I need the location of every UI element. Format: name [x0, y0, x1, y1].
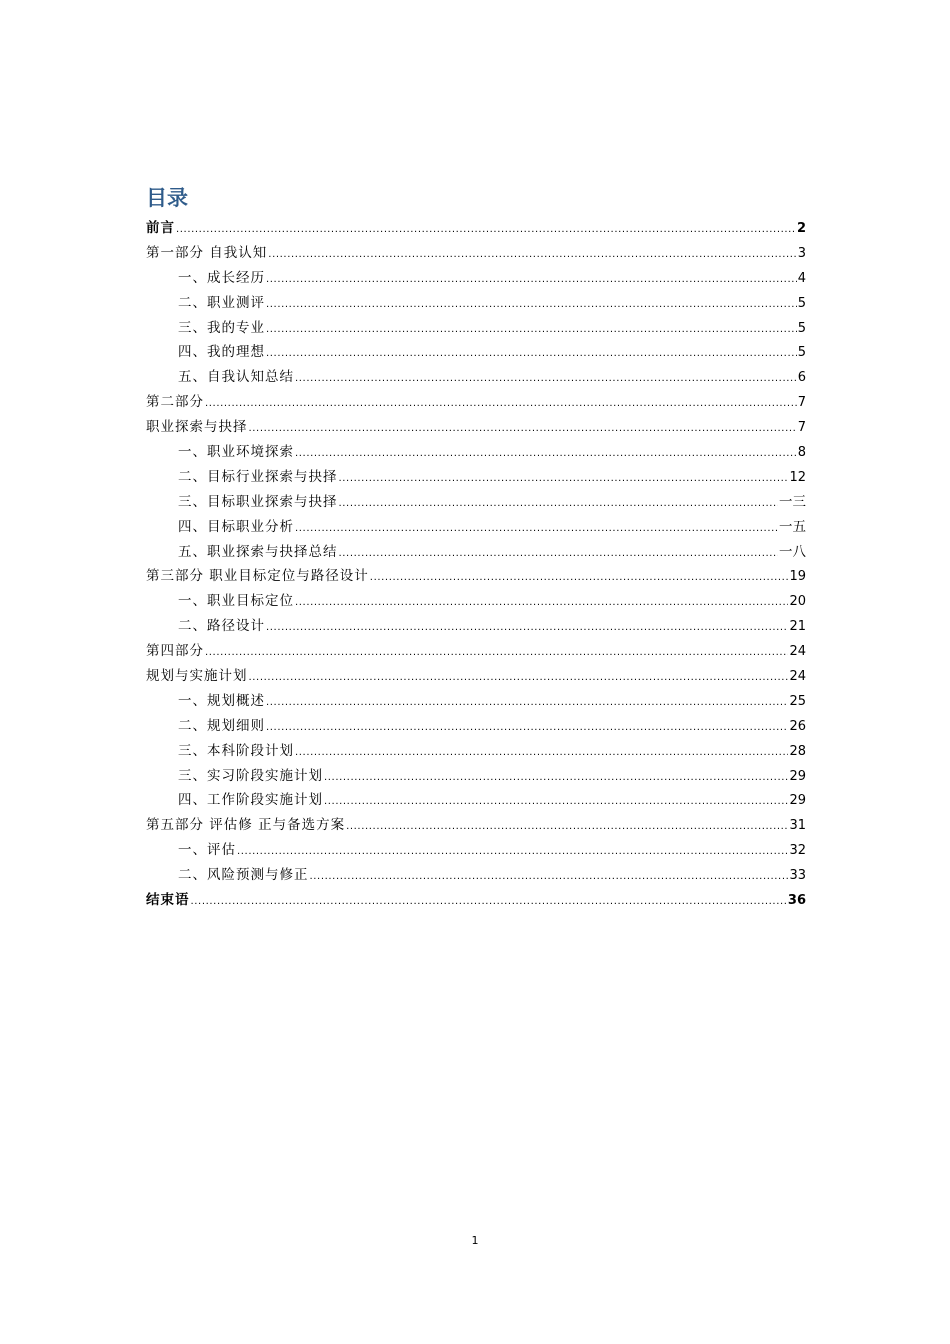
- toc-entry[interactable]: [146, 764, 806, 789]
- toc-entry-title: 四、工作阶段实施计划: [178, 792, 323, 809]
- toc-entry-page-number: 32: [789, 843, 806, 859]
- toc-entry-title: 一、规划概述: [178, 692, 265, 709]
- toc-entry-title: 第一部分 自我认知: [146, 244, 268, 261]
- toc-entry-page-number: 29: [789, 768, 806, 784]
- toc-title: 目录: [146, 186, 188, 210]
- toc-entry-page-number: 一三: [779, 493, 806, 510]
- toc-entry-page-number: 7: [797, 395, 806, 411]
- toc-entry-page-number: 26: [789, 718, 806, 734]
- toc-dot-leader: [268, 243, 796, 268]
- toc-entry-title: 四、目标职业分析: [178, 518, 294, 535]
- toc-entry[interactable]: [146, 888, 806, 913]
- toc-entry-page-number: 25: [789, 693, 806, 709]
- toc-entry-page-number: 5: [797, 320, 806, 336]
- toc-entry-page-number: 19: [789, 569, 806, 585]
- toc-entry-title: 二、规划细则: [178, 717, 265, 734]
- toc-entry-title: 三、本科阶段计划: [178, 742, 294, 759]
- toc-dot-leader: [266, 691, 788, 716]
- toc-entry[interactable]: [146, 316, 806, 341]
- page-number: 1: [471, 1234, 479, 1247]
- toc-entry-page-number: 3: [797, 245, 806, 261]
- toc-entry-page-number: 8: [797, 445, 806, 461]
- toc-entry[interactable]: [146, 515, 806, 540]
- toc-dot-leader: [346, 815, 788, 840]
- toc-entry-page-number: 28: [789, 743, 806, 759]
- toc-entry[interactable]: [146, 639, 806, 664]
- toc-entry-page-number: 24: [789, 644, 806, 660]
- toc-dot-leader: [266, 293, 797, 318]
- toc-entry[interactable]: [146, 540, 806, 565]
- toc-dot-leader: [339, 542, 779, 567]
- toc-dot-leader: [266, 318, 797, 343]
- toc-entry-page-number: 31: [789, 818, 806, 834]
- toc-dot-leader: [324, 790, 788, 815]
- toc-dot-leader: [295, 591, 788, 616]
- toc-entry-page-number: 2: [796, 221, 806, 236]
- toc-dot-leader: [266, 342, 797, 367]
- toc-entry[interactable]: [146, 838, 806, 863]
- toc-dot-leader: [237, 840, 788, 865]
- toc-dot-leader: [295, 517, 778, 542]
- toc-entry-title: 二、目标行业探索与抉择: [178, 468, 338, 485]
- toc-entry-title: 二、路径设计: [178, 618, 265, 635]
- toc-entry-page-number: 29: [789, 793, 806, 809]
- toc-entry-title: 二、风险预测与修正: [178, 867, 309, 884]
- toc-entry[interactable]: [146, 241, 806, 266]
- toc-entry-title: 职业探索与抉择: [146, 419, 248, 436]
- toc-entry-title: 四、我的理想: [178, 344, 265, 361]
- toc-entry-title: 第四部分: [146, 643, 204, 660]
- toc-dot-leader: [310, 865, 789, 890]
- toc-entry-page-number: 7: [797, 420, 806, 436]
- toc-entry[interactable]: [146, 415, 806, 440]
- toc-entry[interactable]: [146, 664, 806, 689]
- toc-entry-title: 前言: [146, 220, 175, 236]
- toc-entry[interactable]: [146, 614, 806, 639]
- toc-dot-leader: [191, 890, 787, 915]
- toc-entry[interactable]: [146, 739, 806, 764]
- toc-dot-leader: [266, 616, 788, 641]
- toc-entry-page-number: 20: [789, 594, 806, 610]
- toc-list: [146, 216, 806, 913]
- toc-dot-leader: [266, 716, 788, 741]
- toc-entry-title: 三、实习阶段实施计划: [178, 767, 323, 784]
- toc-entry[interactable]: [146, 714, 806, 739]
- toc-entry-page-number: 5: [797, 345, 806, 361]
- toc-dot-leader: [295, 442, 797, 467]
- toc-dot-leader: [176, 218, 796, 243]
- toc-entry[interactable]: [146, 788, 806, 813]
- toc-entry-title: 二、职业测评: [178, 294, 265, 311]
- toc-entry-page-number: 5: [797, 295, 806, 311]
- toc-entry[interactable]: [146, 291, 806, 316]
- toc-entry-page-number: 12: [789, 469, 806, 485]
- toc-entry-title: 第五部分 评估修 正与备选方案: [146, 817, 346, 834]
- toc-entry[interactable]: [146, 216, 806, 241]
- toc-dot-leader: [205, 392, 797, 417]
- toc-dot-leader: [266, 268, 797, 293]
- toc-dot-leader: [339, 492, 779, 517]
- toc-dot-leader: [295, 741, 788, 766]
- toc-entry-page-number: 24: [789, 669, 806, 685]
- toc-entry-title: 一、职业环境探索: [178, 444, 294, 461]
- toc-entry-title: 一、职业目标定位: [178, 593, 294, 610]
- toc-entry-title: 规划与实施计划: [146, 668, 248, 685]
- toc-entry-page-number: 一五: [779, 518, 806, 535]
- toc-entry[interactable]: [146, 365, 806, 390]
- toc-entry[interactable]: [146, 266, 806, 291]
- toc-entry[interactable]: [146, 589, 806, 614]
- toc-entry[interactable]: [146, 689, 806, 714]
- toc-dot-leader: [370, 566, 789, 591]
- toc-entry-title: 五、自我认知总结: [178, 369, 294, 386]
- toc-entry-title: 一、评估: [178, 842, 236, 859]
- toc-entry[interactable]: [146, 490, 806, 515]
- toc-entry[interactable]: [146, 440, 806, 465]
- toc-dot-leader: [249, 417, 797, 442]
- toc-dot-leader: [249, 666, 789, 691]
- toc-dot-leader: [295, 367, 797, 392]
- toc-entry[interactable]: [146, 390, 806, 415]
- toc-entry-title: 结束语: [146, 892, 190, 909]
- toc-entry-title: 第三部分 职业目标定位与路径设计: [146, 568, 369, 585]
- toc-entry[interactable]: [146, 340, 806, 365]
- toc-dot-leader: [205, 641, 788, 666]
- toc-dot-leader: [324, 766, 788, 791]
- toc-entry-title: 五、职业探索与抉择总结: [178, 543, 338, 560]
- toc-dot-leader: [339, 467, 789, 492]
- toc-entry-page-number: 一八: [779, 543, 806, 560]
- toc-entry-title: 一、成长经历: [178, 269, 265, 286]
- toc-entry-page-number: 4: [797, 270, 806, 286]
- toc-entry[interactable]: [146, 813, 806, 838]
- toc-entry-page-number: 36: [787, 893, 806, 909]
- toc-entry-title: 三、我的专业: [178, 319, 265, 336]
- toc-entry[interactable]: [146, 564, 806, 589]
- toc-entry[interactable]: [146, 465, 806, 490]
- toc-entry-title: 第二部分: [146, 394, 204, 411]
- toc-entry-page-number: 33: [789, 868, 806, 884]
- toc-entry-page-number: 21: [789, 619, 806, 635]
- toc-entry[interactable]: [146, 863, 806, 888]
- toc-entry-page-number: 6: [797, 370, 806, 386]
- toc-entry-title: 三、目标职业探索与抉择: [178, 493, 338, 510]
